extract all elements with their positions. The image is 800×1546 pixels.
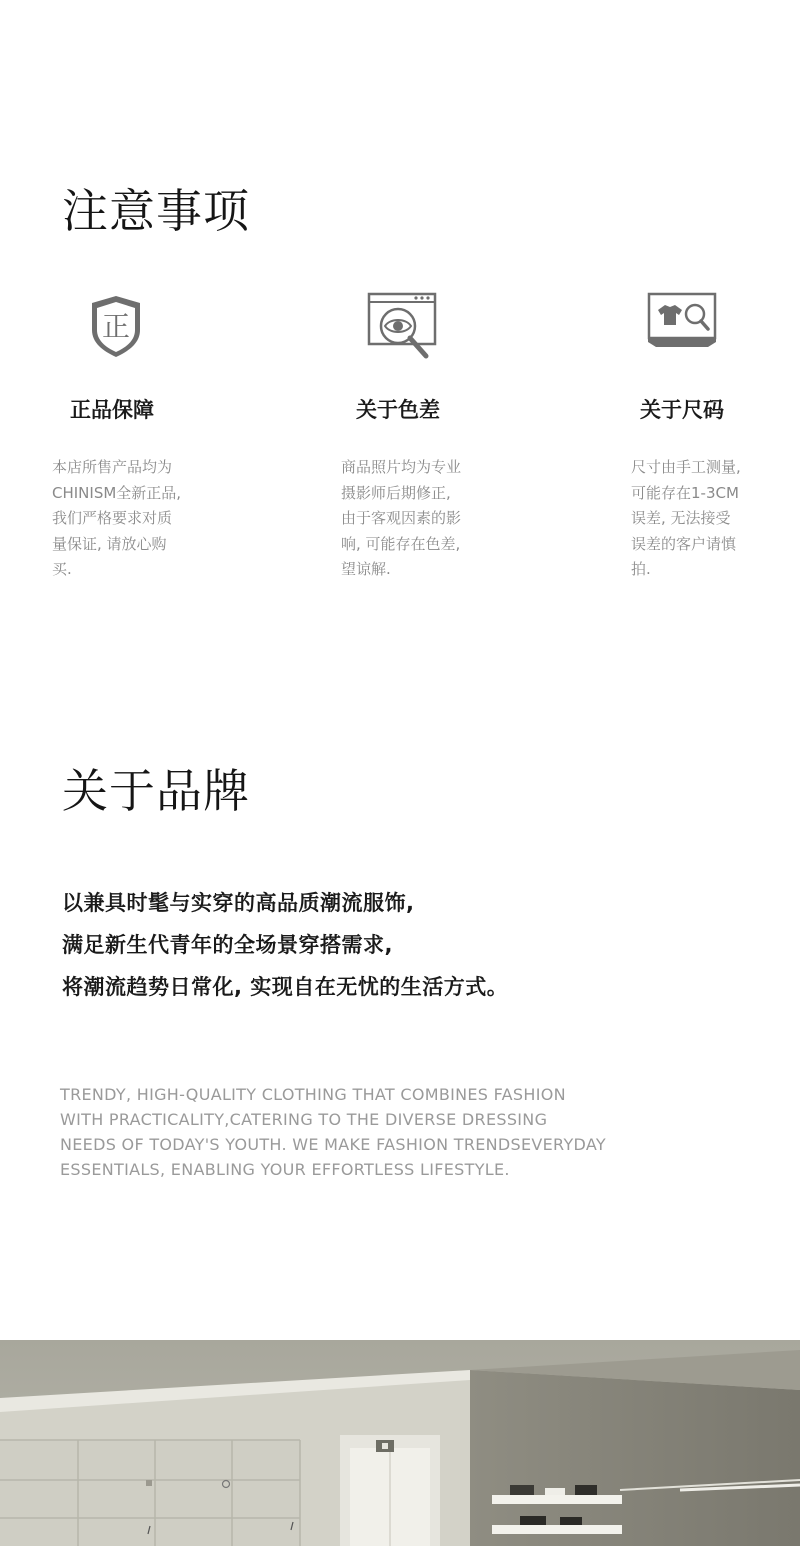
store-interior-photo: [0, 1340, 800, 1546]
feature-title: 关于尺码: [640, 398, 724, 422]
feature-title: 正品保障: [70, 398, 154, 422]
monitor-shirt-search-icon: [646, 290, 726, 370]
notice-title: 注意事项: [62, 184, 250, 238]
eye-magnifier-icon: [366, 290, 446, 370]
brand-statement-en: TRENDY, HIGH-QUALITY CLOTHING THAT COMBINES FASHION WITH PRACTICALITY,CATERING TO THE DIVERSE DRESSING NEEDS OF TODAY'S YOUTH. WE MAKE FASHION TRENDSEVERYDAY ESSENTIALS, ENABLING YOUR EFFORTLESS LIFESTYLE.: [60, 1085, 606, 1179]
brand-statement-zh: 以兼具时髦与实穿的高品质潮流服饰, 满足新生代青年的全场景穿搭需求, 将潮流趋势日常化, 实现自在无忧的生活方式。: [62, 891, 509, 999]
svg-text:正: 正: [101, 310, 131, 343]
feature-description: 尺寸由手工测量, 可能存在1-3CM 误差, 无法接受 误差的客户请慎 拍.: [631, 458, 741, 578]
shield-zheng-icon: [84, 290, 164, 370]
brand-title: 关于品牌: [62, 764, 250, 818]
feature-description: 本店所售产品均为 CHINISM全新正品, 我们严格要求对质 量保证, 请放心购 买.: [52, 458, 182, 578]
feature-title: 关于色差: [356, 398, 440, 422]
feature-description: 商品照片均为专业 摄影师后期修正, 由于客观因素的影 响, 可能存在色差, 望谅解.: [341, 458, 462, 578]
